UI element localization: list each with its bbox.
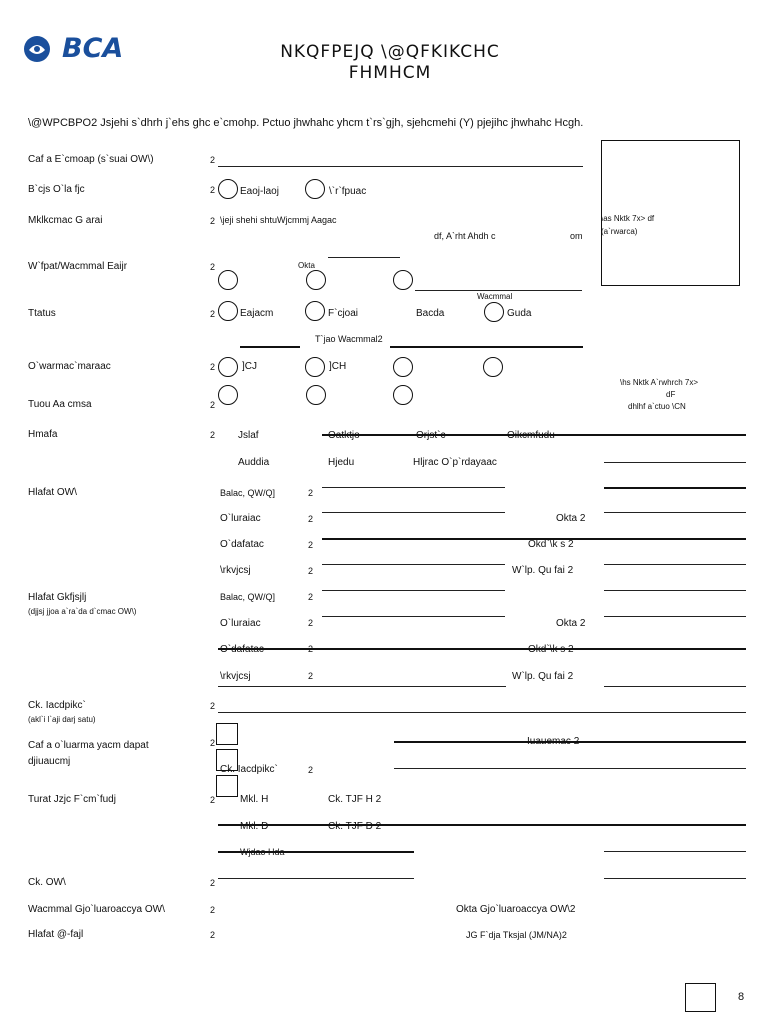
contact-checkbox-3[interactable] bbox=[216, 775, 238, 797]
colon: 2 bbox=[308, 644, 314, 654]
addr-village-line[interactable] bbox=[322, 512, 505, 513]
form-title-1: NKQFPEJQ \@QFKIKCHC bbox=[280, 42, 500, 62]
home-subdistrict-line[interactable] bbox=[218, 648, 746, 650]
family-radio-1[interactable] bbox=[218, 385, 238, 405]
colon: 2 bbox=[210, 795, 216, 805]
addr-home-label: Hlafat Gkfjsjlj bbox=[28, 592, 87, 603]
colon: 2 bbox=[210, 262, 216, 272]
intro-text: \@WPCBPO2 Jsjehi s`dhrh j`ehs ghc e`cmohp. Pctuo jhwhahc yhcm t`rs`gjh, sjehcmehi (Y) pjejihc jhwhahc Hcgh. bbox=[28, 117, 584, 129]
addr-village: O`luraiac bbox=[220, 513, 261, 524]
edu-2: ]CH bbox=[329, 361, 347, 372]
rel-7: Hljrac O`p`rdayaac bbox=[413, 457, 497, 468]
photo-caption-2: (a`rwarca) bbox=[601, 227, 638, 236]
id-photo-3: dhlhf a`ctuo \CN bbox=[628, 402, 686, 411]
edu-radio-3[interactable] bbox=[393, 357, 413, 377]
addr-home-note: (djjsj jjoa a`ra`da d`cmac OW\) bbox=[28, 607, 137, 616]
contact-label: Caf a o`luarma yacm dapat djiuaucmj bbox=[28, 740, 149, 767]
ktp-line-top-2[interactable] bbox=[604, 878, 746, 879]
ktp-line-top[interactable] bbox=[218, 878, 414, 879]
citizenship-option: Okta bbox=[298, 261, 315, 270]
sim-3: Wjdao Hda bbox=[240, 847, 285, 857]
home-street: Balac, QW/Q] bbox=[220, 592, 276, 602]
family-radio-2[interactable] bbox=[306, 385, 326, 405]
logo-text: BCA bbox=[62, 33, 124, 64]
rel-1: Jslaf bbox=[238, 430, 259, 441]
education-label: O`warmac`maraac bbox=[28, 361, 111, 372]
colon: 2 bbox=[308, 618, 314, 628]
addr-city: Okta 2 bbox=[556, 513, 586, 524]
addr-province-line[interactable] bbox=[322, 564, 505, 565]
contact-phone-colon: 2 bbox=[308, 765, 314, 775]
addr-street: Balac, QW/Q] bbox=[220, 488, 276, 498]
photo-box bbox=[601, 140, 740, 286]
sim-2: Mkl. D bbox=[240, 821, 269, 832]
home-phone-line[interactable] bbox=[604, 686, 746, 687]
rel-5: Auddia bbox=[238, 457, 270, 468]
colon: 2 bbox=[308, 566, 314, 576]
phone-line[interactable] bbox=[218, 712, 746, 713]
colon: 2 bbox=[308, 514, 314, 524]
birth-line[interactable] bbox=[328, 257, 400, 258]
name-label: Caf a E`cmoap (s`suai OW\) bbox=[28, 154, 154, 165]
citizenship-label: W`fpat/Wacmmal Eaijr bbox=[28, 261, 128, 272]
addr-street-line-2[interactable] bbox=[604, 487, 746, 489]
colon: 2 bbox=[308, 488, 314, 498]
colon: 2 bbox=[210, 185, 216, 195]
citizenship-line[interactable] bbox=[415, 290, 582, 291]
bca-logo bbox=[22, 33, 137, 65]
addr-street-line[interactable] bbox=[322, 487, 505, 488]
birth-text: \jeji shehi shtuWjcmmj Aagac bbox=[220, 215, 337, 225]
status-label: Ttatus bbox=[28, 308, 56, 319]
gender-male-radio[interactable] bbox=[218, 179, 238, 199]
colon: 2 bbox=[210, 400, 216, 410]
contact-phone-line[interactable] bbox=[394, 768, 746, 769]
colon: 2 bbox=[308, 671, 314, 681]
colon: 2 bbox=[308, 540, 314, 550]
home-street-line-2[interactable] bbox=[604, 590, 746, 591]
rel-4: Oikcmfudu bbox=[507, 430, 555, 441]
contact-relation: Iuauemac 2 bbox=[527, 736, 580, 747]
contact-checkbox-1[interactable] bbox=[216, 723, 238, 745]
sim-no-1: Ck. TJF H 2 bbox=[328, 794, 382, 805]
home-village: O`luraiac bbox=[220, 618, 261, 629]
colon: 2 bbox=[210, 309, 216, 319]
colon: 2 bbox=[210, 878, 216, 888]
colon: 2 bbox=[210, 701, 216, 711]
colon: 2 bbox=[308, 592, 314, 602]
ktp-issue-place: Okta Gjo`luaroaccya OW\2 bbox=[456, 904, 576, 915]
colon: 2 bbox=[210, 930, 216, 940]
birth-sub2: om bbox=[570, 231, 583, 241]
status-radio-2[interactable] bbox=[305, 301, 325, 321]
home-province-line[interactable] bbox=[218, 686, 506, 687]
status-1: Eajacm bbox=[240, 308, 274, 319]
addr-district: Okd`\k s 2 bbox=[528, 539, 574, 550]
phone-label: Ck. Iacdpikc` bbox=[28, 700, 86, 711]
status-4: Guda bbox=[507, 308, 532, 319]
religion-other-line[interactable] bbox=[604, 462, 746, 463]
status-3: Bacda bbox=[416, 308, 445, 319]
home-city-line[interactable] bbox=[604, 616, 746, 617]
sim-label: Turat Jzjc F`cm`fudj bbox=[28, 794, 116, 805]
sim-line[interactable] bbox=[218, 824, 746, 826]
name-input-line[interactable] bbox=[218, 166, 583, 167]
status-2: F`cjoai bbox=[328, 308, 359, 319]
status-divider-2 bbox=[390, 346, 583, 348]
birth-sub: df, A`rht Ahdh c bbox=[434, 231, 496, 241]
footer-checkbox[interactable] bbox=[685, 983, 716, 1012]
edu-1: ]CJ bbox=[242, 361, 257, 372]
religion-label: Hmafa bbox=[28, 429, 58, 440]
family-radio-3[interactable] bbox=[393, 385, 413, 405]
edu-radio-2[interactable] bbox=[305, 357, 325, 377]
id-photo-1: \hs Nktk A`rwhrch 7x> bbox=[620, 378, 699, 387]
citizenship-radio-2[interactable] bbox=[306, 270, 326, 290]
colon: 2 bbox=[210, 905, 216, 915]
colon: 2 bbox=[210, 738, 216, 748]
colon: 2 bbox=[210, 216, 216, 226]
status-date: T`jao Wacmmal2 bbox=[315, 334, 383, 344]
gender-label: B`cjs O`la fjc bbox=[28, 184, 85, 195]
citizenship-radio-1[interactable] bbox=[218, 270, 238, 290]
addr-province: \rkvjcsj bbox=[220, 565, 251, 576]
phone-note: (akl`i l`aji darj satu) bbox=[28, 715, 96, 724]
religion-line[interactable] bbox=[322, 434, 746, 436]
edu-radio-4[interactable] bbox=[483, 357, 503, 377]
form-title-2: FHMHCM bbox=[348, 63, 432, 83]
sim-other-line[interactable] bbox=[218, 851, 414, 853]
birth-label: Mklkcmac G arai bbox=[28, 215, 103, 226]
colon: 2 bbox=[210, 155, 216, 165]
rel-3: Orjst`c bbox=[416, 430, 446, 441]
status-radio-1[interactable] bbox=[218, 301, 238, 321]
rel-2: Oatktjo bbox=[328, 430, 360, 441]
status-divider bbox=[240, 346, 300, 348]
contact-phone: Ck. Iacdpikc` bbox=[220, 764, 278, 775]
home-village-line[interactable] bbox=[322, 616, 505, 617]
id-photo-2: dF bbox=[666, 390, 676, 399]
sim-other-line-2[interactable] bbox=[604, 851, 746, 852]
photo-caption-1: \as Nktk 7x> df bbox=[601, 214, 655, 223]
family-label: Tuou Aa cmsa bbox=[28, 399, 92, 410]
sim-1: Mkl. H bbox=[240, 794, 269, 805]
status-radio-4[interactable] bbox=[484, 302, 504, 322]
email-type: JG F`dja Tksjal (JM/NA)2 bbox=[466, 930, 567, 940]
gender-male-label: Eaoj-laoj bbox=[240, 186, 279, 197]
email-label: Hlafat @-fajl bbox=[28, 929, 84, 940]
colon: 2 bbox=[210, 362, 216, 372]
gender-female-label: \`r`fpuac bbox=[329, 186, 367, 197]
ktp-issue-label: Wacmmal Gjo`luaroaccya OW\ bbox=[28, 904, 165, 915]
addr-city-line[interactable] bbox=[604, 512, 746, 513]
addr-phone-line[interactable] bbox=[604, 564, 746, 565]
home-subdistrict: O`dafatac bbox=[220, 644, 264, 655]
sim-no-2: Ck. TJF D 2 bbox=[328, 821, 382, 832]
home-phone: W`lp. Qu fai 2 bbox=[512, 671, 574, 682]
gender-female-radio[interactable] bbox=[305, 179, 325, 199]
home-street-line[interactable] bbox=[322, 590, 505, 591]
addr-phone: W`lp. Qu fai 2 bbox=[512, 565, 574, 576]
citizenship-radio-3[interactable] bbox=[393, 270, 413, 290]
ktp-no-label: Ck. OW\ bbox=[28, 877, 66, 888]
home-province: \rkvjcsj bbox=[220, 671, 251, 682]
addr-ktp-label: Hlafat OW\ bbox=[28, 487, 77, 498]
rel-6: Hjedu bbox=[328, 457, 355, 468]
page-number: 8 bbox=[738, 991, 745, 1003]
colon: 2 bbox=[210, 430, 216, 440]
edu-radio-1[interactable] bbox=[218, 357, 238, 377]
addr-subdistrict: O`dafatac bbox=[220, 539, 264, 550]
home-city: Okta 2 bbox=[556, 618, 586, 629]
home-district: Okd`\k s 2 bbox=[528, 644, 574, 655]
citizenship-date: Wacmmal bbox=[477, 292, 513, 301]
